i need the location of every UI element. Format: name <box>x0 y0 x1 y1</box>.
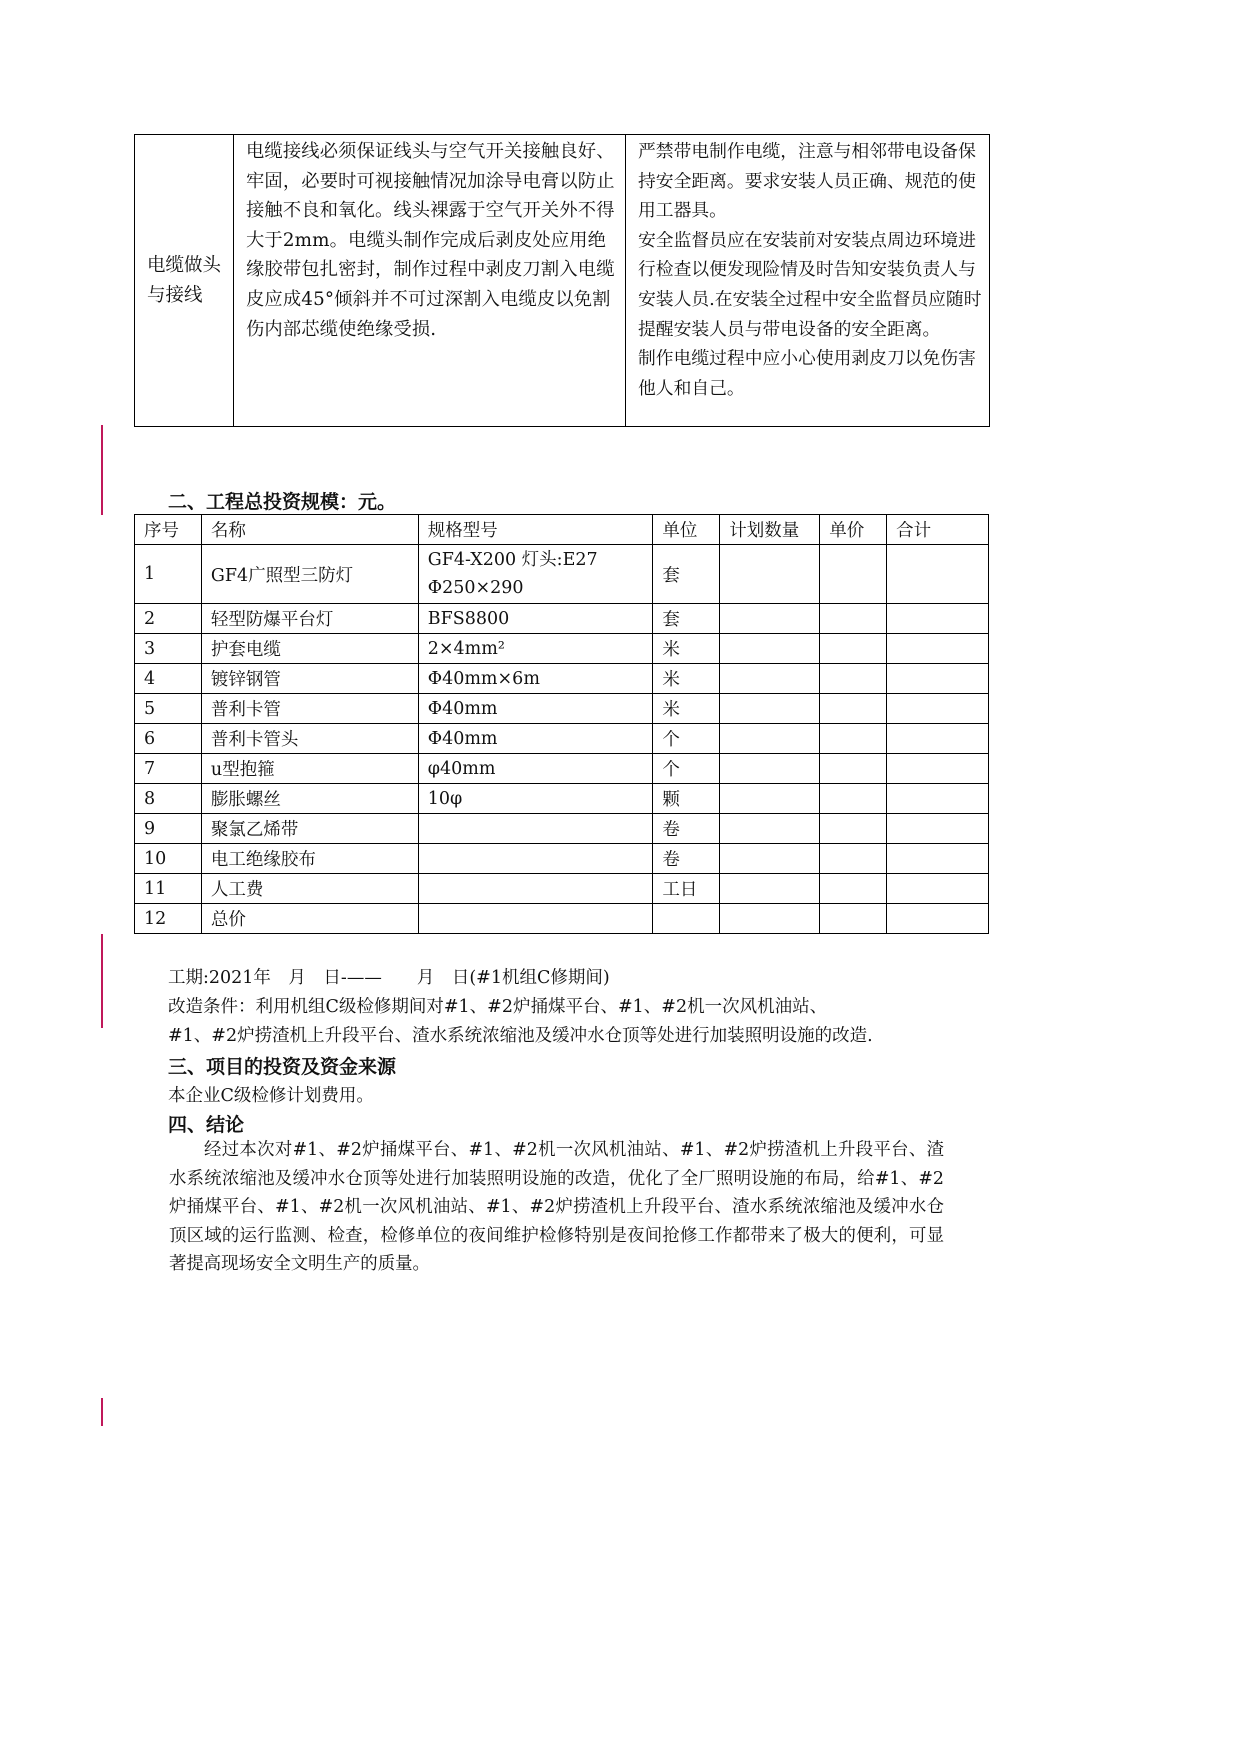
cell-no: 12 <box>135 904 202 934</box>
column-header: 序号 <box>135 515 202 545</box>
cell-total <box>887 634 989 664</box>
content-cell <box>234 135 626 427</box>
cell-unit: 颗 <box>653 784 720 814</box>
cell-price <box>820 664 887 694</box>
cell-unit: 个 <box>653 724 720 754</box>
cell-unit: 米 <box>653 694 720 724</box>
margin-mark-top <box>101 425 103 515</box>
cell-name: 总价 <box>201 904 418 934</box>
operation-content: 电缆接线必须保证线头与空气开关接触良好、牢固，必要时可视接触情况加涂导电膏以防止接触不良和氧化。线头裸露于空气开关外不得大于2mm。电缆头制作完成后剥皮处应用绝缘胶带包扎密封，制作过程中剥皮刀割入电缆皮应成45°倾斜并不可过深割入电缆皮以免割伤内部芯缆使绝缘受损. <box>246 141 615 340</box>
table-row <box>135 874 989 904</box>
table-row <box>135 844 989 874</box>
cell-no: 3 <box>135 634 202 664</box>
cell-no: 10 <box>135 844 202 874</box>
cell-qty <box>720 844 820 874</box>
cell-spec: Φ40mm <box>418 724 653 754</box>
cell-spec: φ40mm <box>418 754 653 784</box>
cell-price <box>820 724 887 754</box>
cell-total <box>887 604 989 634</box>
cell-unit: 米 <box>653 634 720 664</box>
column-header: 单位 <box>653 515 720 545</box>
cell-no: 1 <box>135 545 202 604</box>
section3-text: 本企业C级检修计划费用。 <box>168 1086 374 1106</box>
cell-no: 6 <box>135 724 202 754</box>
operation-cell <box>135 135 234 427</box>
cell-name: 镀锌钢管 <box>201 664 418 694</box>
safety-paragraph: 严禁带电制作电缆，注意与相邻带电设备保持安全距离。要求安装人员正确、规范的使用工器具。 <box>638 141 976 222</box>
cell-name: 轻型防爆平台灯 <box>201 604 418 634</box>
column-header: 合计 <box>887 515 989 545</box>
cell-unit: 工日 <box>653 874 720 904</box>
table-row <box>135 724 989 754</box>
table-row <box>135 634 989 664</box>
method-safety-table <box>134 134 990 427</box>
table-row <box>135 545 989 604</box>
table-row <box>135 604 989 634</box>
cell-qty <box>720 664 820 694</box>
cell-qty <box>720 724 820 754</box>
table-row <box>135 694 989 724</box>
cell-total <box>887 844 989 874</box>
cell-spec: BFS8800 <box>418 604 653 634</box>
cell-total <box>887 754 989 784</box>
cell-price <box>820 634 887 664</box>
cell-price <box>820 694 887 724</box>
cell-total <box>887 874 989 904</box>
safety-cell <box>626 135 990 427</box>
conditions-line-1: 改造条件：利用机组C级检修期间对#1、#2炉捅煤平台、#1、#2机一次风机油站、 <box>168 997 828 1017</box>
cell-name: u型抱箍 <box>201 754 418 784</box>
cell-spec: Φ40mm <box>418 694 653 724</box>
column-header: 规格型号 <box>418 515 653 545</box>
cell-name: 普利卡管 <box>201 694 418 724</box>
cell-no: 11 <box>135 874 202 904</box>
cell-price <box>820 844 887 874</box>
cell-spec <box>418 904 653 934</box>
cell-qty <box>720 634 820 664</box>
column-header: 计划数量 <box>720 515 820 545</box>
cell-price <box>820 814 887 844</box>
table-row <box>135 904 989 934</box>
cell-qty <box>720 694 820 724</box>
table-row <box>135 814 989 844</box>
cell-qty <box>720 874 820 904</box>
cell-spec <box>418 874 653 904</box>
cell-spec: 2×4mm² <box>418 634 653 664</box>
table-header-row <box>135 515 989 545</box>
cell-name: 聚氯乙烯带 <box>201 814 418 844</box>
cell-price <box>820 754 887 784</box>
column-header: 名称 <box>201 515 418 545</box>
cell-unit: 个 <box>653 754 720 784</box>
section3-heading: 三、项目的投资及资金来源 <box>168 1056 397 1078</box>
cell-price <box>820 904 887 934</box>
cell-qty <box>720 545 820 604</box>
cell-qty <box>720 754 820 784</box>
cell-no: 7 <box>135 754 202 784</box>
cell-price <box>820 784 887 814</box>
cell-no: 5 <box>135 694 202 724</box>
table-row <box>135 754 989 784</box>
table-row <box>135 135 990 427</box>
column-header: 单价 <box>820 515 887 545</box>
operation-label: 电缆做头与接线 <box>147 254 222 306</box>
cell-unit: 米 <box>653 664 720 694</box>
cell-total <box>887 545 989 604</box>
cell-no: 9 <box>135 814 202 844</box>
section4-heading: 四、结论 <box>168 1114 245 1136</box>
cell-name: GF4广照型三防灯 <box>201 545 418 604</box>
table-row <box>135 784 989 814</box>
cell-spec: GF4-X200 灯头:E27 Φ250×290 <box>418 545 653 604</box>
cell-unit: 卷 <box>653 844 720 874</box>
cell-price <box>820 874 887 904</box>
budget-table <box>134 514 989 934</box>
cell-spec <box>418 844 653 874</box>
cell-no: 2 <box>135 604 202 634</box>
cell-name: 电工绝缘胶布 <box>201 844 418 874</box>
cell-unit: 套 <box>653 604 720 634</box>
cell-name: 护套电缆 <box>201 634 418 664</box>
cell-qty <box>720 814 820 844</box>
table-row <box>135 664 989 694</box>
cell-qty <box>720 904 820 934</box>
margin-mark-bottom <box>101 1398 103 1426</box>
cell-qty <box>720 784 820 814</box>
cell-name: 膨胀螺丝 <box>201 784 418 814</box>
conditions-line-2: #1、#2炉捞渣机上升段平台、渣水系统浓缩池及缓冲水仓顶等处进行加装照明设施的改造. <box>168 1026 873 1046</box>
margin-mark-middle <box>101 934 103 1028</box>
cell-total <box>887 784 989 814</box>
cell-total <box>887 664 989 694</box>
conclusion-paragraph: 经过本次对#1、#2炉捅煤平台、#1、#2机一次风机油站、#1、#2炉捞渣机上升段平台、渣水系统浓缩池及缓冲水仓顶等处进行加装照明设施的改造，优化了全厂照明设施的布局，给#1、#2炉捅煤平台、#1、#2机一次风机油站、#1、#2炉捞渣机上升段平台、渣水系统浓缩池及缓冲水仓顶区域的运行监测、检查，检修单位的夜间维护检修特别是夜间抢修工作都带来了极大的便利，可显著提高现场安全文明生产的质量。 <box>169 1140 944 1274</box>
cell-name: 普利卡管头 <box>201 724 418 754</box>
cell-total <box>887 724 989 754</box>
cell-unit: 卷 <box>653 814 720 844</box>
cell-total <box>887 904 989 934</box>
cell-spec: Φ40mm×6m <box>418 664 653 694</box>
cell-qty <box>720 604 820 634</box>
cell-price <box>820 604 887 634</box>
cell-spec: 10φ <box>418 784 653 814</box>
cell-price <box>820 545 887 604</box>
cell-name: 人工费 <box>201 874 418 904</box>
cell-no: 8 <box>135 784 202 814</box>
cell-no: 4 <box>135 664 202 694</box>
cell-unit: 套 <box>653 545 720 604</box>
schedule-line: 工期:2021年 月 日-—— 月 日(#1机组C修期间) <box>168 968 610 988</box>
section2-heading: 二、工程总投资规模：元。 <box>168 491 397 513</box>
cell-total <box>887 814 989 844</box>
safety-paragraph: 安全监督员应在安装前对安装点周边环境进行检查以便发现险情及时告知安装负责人与安装人员.在安装全过程中安全监督员应随时提醒安装人员与带电设备的安全距离。 <box>638 229 982 340</box>
safety-paragraph: 制作电缆过程中应小心使用剥皮刀以免伤害他人和自己。 <box>638 348 976 399</box>
cell-spec <box>418 814 653 844</box>
cell-total <box>887 694 989 724</box>
cell-unit <box>653 904 720 934</box>
